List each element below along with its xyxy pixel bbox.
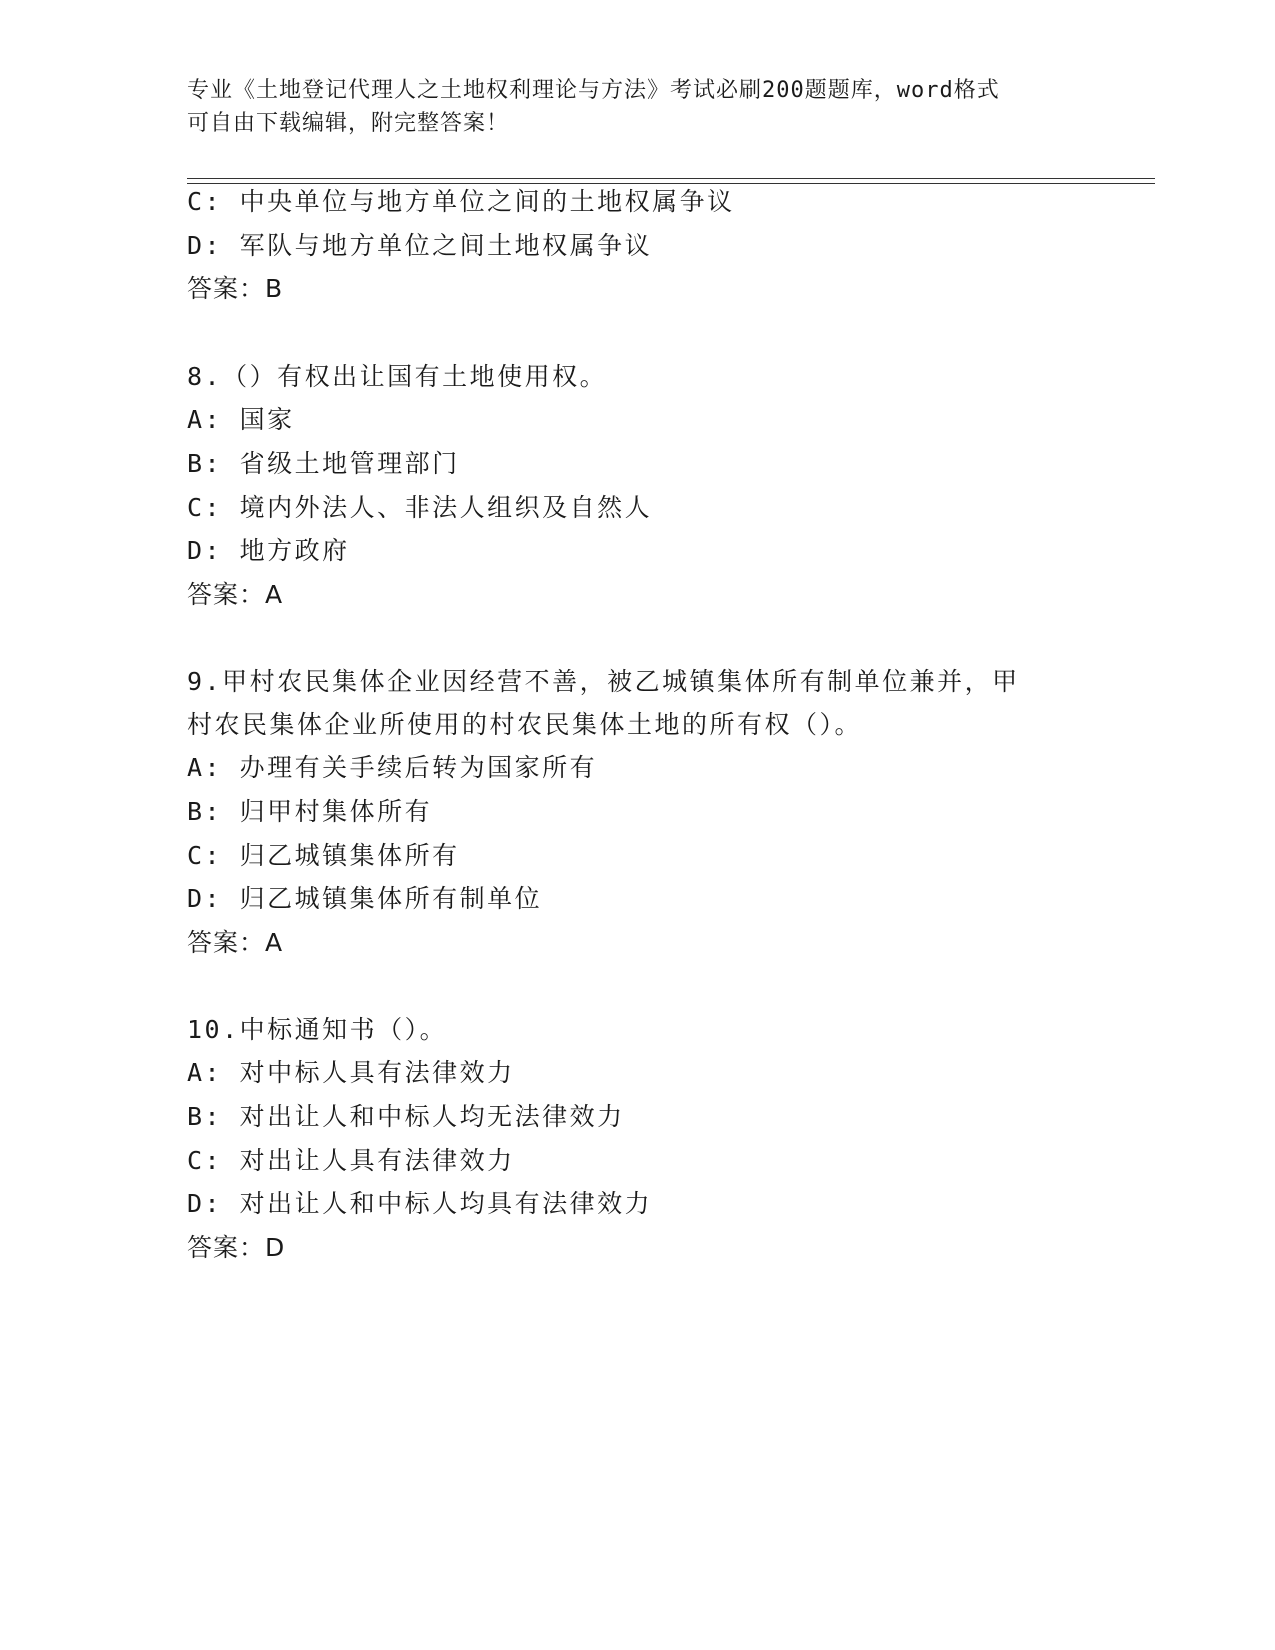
q8-option-b: B: 省级土地管理部门 — [187, 449, 460, 478]
q8-answer: 答案：A — [187, 580, 284, 609]
q8-stem: 8.（）有权出让国有土地使用权。 — [187, 362, 608, 391]
header-title-line-2: 可自由下载编辑，附完整答案！ — [187, 111, 510, 136]
header-title-line-1: 专业《土地登记代理人之土地权利理论与方法》考试必刷200题题库，word格式 — [187, 78, 1000, 103]
q7-option-d: D: 军队与地方单位之间土地权属争议 — [187, 231, 653, 260]
q9-option-b: B: 归甲村集体所有 — [187, 797, 433, 826]
q9-stem-line-2: 村农民集体企业所使用的村农民集体土地的所有权（）。 — [187, 710, 863, 739]
q10-option-d: D: 对出让人和中标人均具有法律效力 — [187, 1189, 653, 1218]
q10-option-c: C: 对出让人具有法律效力 — [187, 1146, 515, 1175]
q10-option-a: A: 对中标人具有法律效力 — [187, 1058, 515, 1087]
q7-answer: 答案：B — [187, 274, 284, 303]
q8-option-a: A: 国家 — [187, 405, 295, 434]
page-header — [187, 74, 1087, 140]
header-divider — [187, 178, 1155, 184]
q9-stem-line-1: 9.甲村农民集体企业因经营不善，被乙城镇集体所有制单位兼并，甲 — [187, 667, 1020, 696]
q10-stem: 10.中标通知书（）。 — [187, 1015, 448, 1044]
q9-option-d: D: 归乙城镇集体所有制单位 — [187, 884, 543, 913]
q9-option-a: A: 办理有关手续后转为国家所有 — [187, 753, 598, 782]
q7-option-c: C: 中央单位与地方单位之间的土地权属争议 — [187, 187, 735, 216]
q10-answer: 答案：D — [187, 1233, 286, 1262]
q8-option-d: D: 地方政府 — [187, 536, 350, 565]
q9-answer: 答案：A — [187, 928, 284, 957]
q9-option-c: C: 归乙城镇集体所有 — [187, 841, 460, 870]
q8-option-c: C: 境内外法人、非法人组织及自然人 — [187, 493, 653, 522]
q10-option-b: B: 对出让人和中标人均无法律效力 — [187, 1102, 625, 1131]
